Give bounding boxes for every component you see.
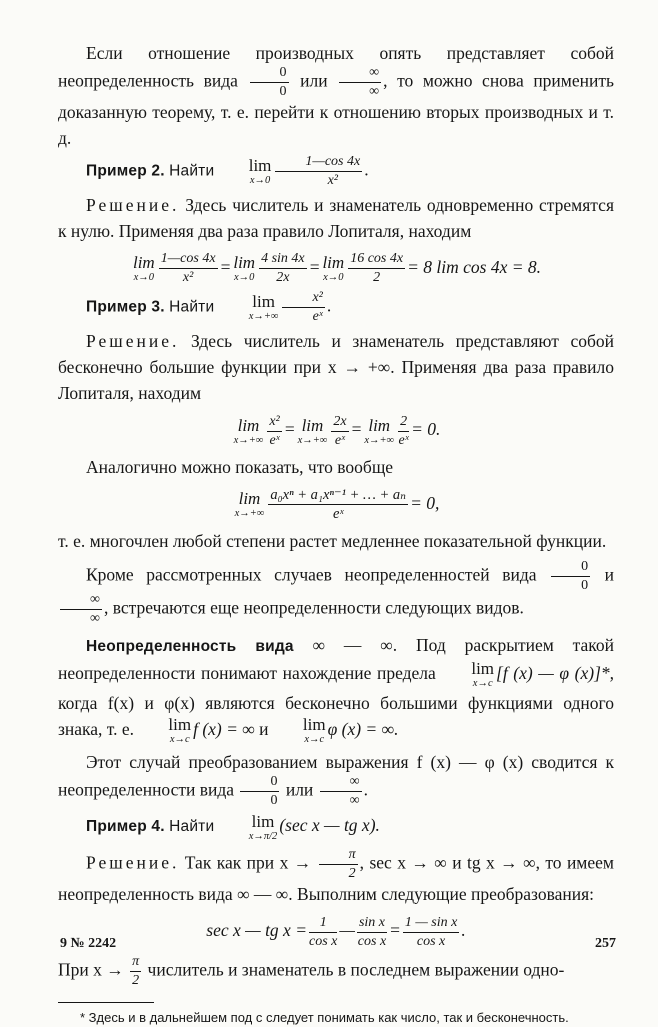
limit — [275, 716, 326, 746]
lim-sub: x→c — [169, 733, 190, 745]
paragraph-analog — [58, 454, 614, 480]
solution-4 — [58, 848, 614, 907]
limit — [133, 254, 155, 284]
numerator: π — [130, 955, 141, 972]
text: и — [254, 718, 273, 739]
limit — [364, 417, 394, 447]
fraction-pi-2 — [319, 848, 358, 881]
numerator: 2 — [398, 415, 409, 432]
numerator: x² — [267, 415, 281, 432]
limit — [140, 716, 191, 746]
text: Кроме рассмотренных случаев неопределенностей вида — [86, 564, 550, 585]
lim-word: lim — [233, 253, 256, 273]
lim-word: lim — [252, 292, 275, 312]
limit — [221, 293, 279, 323]
fraction — [398, 415, 409, 448]
numerator: 2x — [331, 415, 348, 432]
text: Найти — [169, 299, 215, 316]
lim-sub: x→+∞ — [248, 311, 279, 323]
fraction — [275, 155, 362, 188]
limit — [221, 157, 272, 187]
numerator: π — [319, 848, 358, 865]
page-number: 257 — [595, 936, 616, 951]
fraction-zero-zero — [250, 66, 289, 99]
denominator: 2 — [132, 972, 140, 988]
numerator: 16 cos 4x — [348, 252, 405, 269]
text: Здесь числитель и знаменатель одновременно стремятся к нулю. Применяя два раза правило Лопиталя, находим — [58, 195, 614, 241]
limit — [233, 254, 255, 284]
example-label: Пример 4. — [86, 818, 165, 836]
lim-word: lim — [251, 811, 275, 831]
lim-sub: x→0 — [249, 174, 271, 186]
denominator: 2x — [276, 270, 290, 286]
lim-word: lim — [238, 489, 261, 509]
equation-tail: = 0. — [411, 419, 441, 440]
text: , встречаются еще неопределенности следующих видов. — [103, 597, 524, 618]
paragraph-indeterminate — [58, 632, 614, 745]
equation-4: sec x — tg x = $\frac{1}{\text{cos x}}$ — $\frac{\text{sin x}}{\text{cos x}}$ = $\frac{\text{1 — sin x}}{\text{cos x}}$ . — [206, 914, 466, 949]
paragraph-last — [58, 955, 614, 988]
lim-word: lim — [301, 415, 324, 435]
text: и — [592, 564, 614, 585]
limit — [235, 490, 265, 520]
numerator: ∞ — [339, 66, 381, 83]
lim-sub: x→+∞ — [234, 508, 265, 520]
lim-sub: x→0 — [234, 272, 255, 284]
lim-word: lim — [168, 714, 192, 734]
numerator: sin x — [357, 916, 387, 933]
text: Этот случай преобразованием выражения f (x) — φ (x) сводится к неопределенности вида — [58, 752, 614, 800]
limit — [221, 813, 278, 843]
lim-sub: x→+∞ — [297, 434, 328, 446]
numerator: 1 — [309, 916, 337, 933]
lim-sub: x→π/2 — [248, 830, 278, 842]
signature-mark: 9 № 2242 — [60, 936, 117, 951]
page-footer — [60, 936, 616, 952]
denominator: 2 — [348, 866, 356, 882]
text: При x → — [58, 959, 129, 980]
text: когда f(x) и φ(x) являются бесконечно большими функциями одного знака, т. е. — [58, 692, 614, 739]
fraction-zero-zero — [551, 560, 590, 593]
limit — [298, 417, 328, 447]
denominator: 0 — [581, 577, 589, 593]
fraction — [331, 415, 348, 448]
text: (sec x — tg x). — [279, 815, 380, 836]
footnote-divider — [58, 1002, 154, 1003]
denominator: eˣ — [269, 432, 280, 448]
equation-tail: = 8 lim cos 4x = 8. — [407, 257, 542, 277]
lim-word: lim — [302, 714, 326, 734]
fraction — [159, 252, 218, 285]
numerator: 1 — sin x — [403, 916, 460, 933]
lim-sub: x→0 — [133, 272, 155, 284]
text: или — [290, 70, 338, 91]
solution-label: Решение. — [86, 331, 180, 352]
denominator: ∞ — [90, 610, 100, 626]
numerator: 0 — [250, 66, 289, 83]
lim-sub: x→0 — [323, 272, 344, 284]
text: числитель и знаменатель в последнем выражении одно- — [143, 959, 565, 980]
text: ∞ — ∞. — [312, 634, 398, 655]
paragraph-intro — [58, 40, 614, 151]
fraction — [268, 488, 408, 522]
example-label: Пример 2. — [86, 162, 165, 180]
text: , sec x → ∞ и tg x → ∞, то имеем неопределенность вида ∞ — ∞. Выполним следующие преобразования: — [58, 852, 614, 905]
lim-word: lim — [237, 415, 260, 435]
fraction-pi-2 — [130, 955, 141, 988]
fraction — [282, 291, 324, 324]
page-content — [58, 40, 614, 1027]
denominator: 2 — [373, 270, 381, 286]
numerator: ∞ — [320, 775, 362, 792]
denominator: cos x — [309, 933, 338, 949]
equation-tail: = 0, — [410, 492, 440, 513]
fraction-inf-inf — [339, 66, 381, 99]
text: Аналогично можно показать, что вообще — [86, 456, 394, 477]
limit — [443, 660, 494, 690]
numerator: ∞ — [60, 593, 102, 610]
example-2-heading: Пример 2. Найти lim x→0 $\frac{1—\cos 4x}{\text{x²}}$ . — [86, 154, 369, 188]
numerator: 1—cos 4x — [159, 252, 218, 269]
numerator: 4 sin 4x — [259, 252, 307, 269]
paragraph-reduce: Этот случай преобразованием выражения f (x) — φ (x) сводится к неопределенности вида $\frac{0}{0}$ или $\frac{\infty}{\infty}$ . — [58, 752, 614, 809]
fraction — [259, 252, 307, 285]
text: Под раскрытием такой неопределенности понимают нахождение предела — [58, 634, 615, 683]
equation-3 — [58, 488, 614, 522]
lim-sub: x→+∞ — [233, 434, 264, 446]
text: [f (x) — φ (x)]*, — [496, 662, 614, 683]
lim-sub: x→+∞ — [364, 434, 395, 446]
denominator: ∞ — [369, 84, 380, 99]
solution-3 — [58, 328, 614, 406]
text: Здесь числитель и знаменатель представляют собой бесконечно большие функции при x → +∞. Применяя два раза правило Лопиталя, находим — [58, 331, 614, 404]
text: Так как при x → — [179, 852, 317, 873]
solution-label: Решение. — [86, 195, 180, 215]
limit — [322, 254, 344, 284]
equation-2: lim x→+∞ $\frac{\text{x²}}{\text{eˣ}}$ = lim x→+∞ $\frac{2x}{\text{eˣ}}$ = lim x→+∞ $\frac{2}{\text{eˣ}}$ = 0. — [233, 413, 441, 448]
text: φ (x) = ∞. — [327, 718, 399, 739]
section-label: Неопределенность вида — [86, 637, 294, 655]
denominator: 0 — [270, 793, 278, 809]
fraction — [267, 415, 281, 448]
lim-word: lim — [471, 659, 495, 679]
numerator: 0 — [240, 775, 279, 792]
denominator: cos x — [357, 933, 387, 949]
lim-sub: x→c — [472, 678, 493, 690]
text: Если отношение производных опять представляет собой неопределенность вида — [58, 43, 614, 91]
equation-1: lim x→0 $\frac{1—\cos 4x}{\text{x²}}$ = lim x→0 $\frac{4 \sin 4x}{2x}$ = lim x→0 $\frac{16 \cos 4x}{2}$ = 8 lim cos 4x = 8. — [132, 251, 542, 286]
numerator: 1—cos 4x — [275, 155, 362, 172]
denominator: ∞ — [349, 793, 360, 809]
paragraph-other-forms — [58, 560, 614, 626]
denominator: eˣ — [332, 506, 344, 523]
text: Найти — [169, 162, 215, 180]
example-label: Пример 3. — [86, 299, 165, 316]
denominator: x² — [327, 173, 339, 188]
footnote: * Здесь и в дальнейшем под c следует понимать как число, так и бесконечность. — [80, 1009, 569, 1025]
fraction-inf-inf — [60, 593, 102, 626]
denominator: eˣ — [334, 432, 345, 448]
numerator: 0 — [551, 560, 590, 577]
denominator: 0 — [279, 84, 287, 99]
text: или — [281, 779, 318, 800]
text: Найти — [169, 818, 215, 836]
paragraph-polynomial — [58, 528, 614, 554]
fraction — [348, 252, 405, 285]
text: f (x) = ∞ — [193, 718, 255, 739]
equation-lhs: sec x — tg x = — [206, 920, 308, 941]
lim-word: lim — [132, 253, 155, 273]
numerator: x² — [282, 291, 324, 308]
text: , то можно снова применить доказанную теорему, т. е. перейти к отношению вторых производных и т. д. — [58, 70, 614, 148]
solution-2 — [58, 192, 614, 244]
denominator: eˣ — [398, 432, 409, 448]
numerator: a₀xⁿ + a₁xⁿ⁻¹ + … + aₙ — [268, 488, 408, 506]
fraction-inf-inf — [320, 775, 362, 808]
example-3-heading: Пример 3. Найти lim x→+∞ $\frac{\text{x²}}{\text{eˣ}}$ . — [86, 290, 332, 325]
example-4-heading — [58, 812, 614, 842]
denominator: eˣ — [312, 309, 323, 325]
text: т. е. многочлен любой степени растет медленнее показательной функции. — [58, 530, 607, 551]
denominator: cos x — [416, 933, 446, 949]
lim-word: lim — [368, 415, 391, 435]
limit — [234, 417, 264, 447]
denominator: x² — [182, 270, 194, 286]
lim-word: lim — [248, 155, 272, 175]
lim-word: lim — [322, 253, 345, 273]
lim-sub: x→c — [304, 733, 325, 745]
solution-label: Решение. — [86, 852, 180, 873]
fraction-zero-zero — [240, 775, 279, 808]
